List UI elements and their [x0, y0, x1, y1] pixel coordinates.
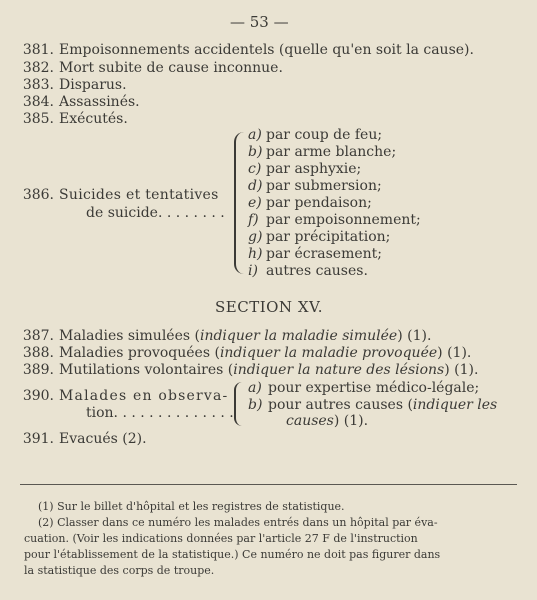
sub-text: par asphyxie; — [266, 161, 362, 177]
item-number: 383. — [22, 77, 54, 93]
sub-text: par précipitation; — [266, 229, 391, 245]
item-text-italic: indiquer la maladie provoquée — [219, 345, 438, 361]
sub-text: autres causes. — [266, 263, 368, 279]
sub-letter: a) — [248, 127, 262, 143]
sub-text-cont — [286, 413, 368, 430]
item-number: 386. — [22, 187, 54, 203]
curly-brace — [234, 132, 244, 274]
item-text — [59, 362, 478, 379]
sub-text: par submersion; — [266, 178, 382, 194]
item-number: 387. — [22, 328, 54, 344]
item-text-plain: Maladies provoquées ( — [59, 345, 220, 361]
sub-letter: f) — [248, 212, 259, 228]
item-text: Disparus. — [59, 77, 127, 93]
sub-text: pour expertise médico-légale; — [268, 380, 480, 396]
sub-letter: g) — [248, 229, 263, 245]
item-text — [59, 328, 431, 345]
footnote-1: (1) Sur le billet d'hôpital et les registres de statistique. — [38, 500, 345, 513]
item-text: Evacués (2). — [59, 431, 147, 447]
item-text-tail: ) (1). — [444, 362, 479, 378]
sub-letter: a) — [248, 380, 262, 396]
page-number: — 53 — — [230, 13, 289, 31]
sub-text: par coup de feu; — [266, 127, 383, 143]
sub-letter: i) — [248, 263, 258, 279]
sub-text: par pendaison; — [266, 195, 372, 211]
item-text: Assassinés. — [59, 94, 140, 110]
sub-letter: c) — [248, 161, 262, 177]
sub-text: par empoisonnement; — [266, 212, 421, 228]
sub-text-tail: ) (1). — [333, 413, 369, 429]
sub-letter: b) — [248, 144, 263, 160]
item-text-tail: ) (1). — [437, 345, 472, 361]
item-text-plain: Mutilations volontaires ( — [59, 362, 234, 378]
item-label: Malades en observa- — [59, 388, 229, 404]
sub-text: par écrasement; — [266, 246, 383, 262]
item-number: 385. — [22, 111, 54, 127]
sub-letter: d) — [248, 178, 263, 194]
item-text-plain: Maladies simulées ( — [59, 328, 200, 344]
item-number: 389. — [22, 362, 54, 378]
item-text — [59, 345, 471, 362]
footnote-2-cont: la statistique des corps de troupe. — [24, 564, 215, 577]
item-text-italic: indiquer la nature des lésions — [233, 362, 445, 378]
item-label: Suicides et tentatives — [59, 187, 219, 203]
item-text-italic: indiquer la maladie simulée — [199, 328, 398, 344]
item-number: 382. — [22, 60, 54, 76]
item-label-cont: tion. . . . . . . . . . . . . . — [86, 405, 234, 421]
item-text: Empoisonnements accidentels (quelle qu'en soit la cause). — [59, 42, 474, 58]
sub-letter: b) — [248, 397, 263, 413]
sub-text: par arme blanche; — [266, 144, 397, 160]
item-text-tail: ) (1). — [397, 328, 432, 344]
footnote-2: (2) Classer dans ce numéro les malades entrés dans un hôpital par éva- — [38, 516, 438, 529]
footnote-divider — [20, 484, 517, 485]
sub-letter: h) — [248, 246, 263, 262]
item-text: Exécutés. — [59, 111, 128, 127]
item-number: 390. — [22, 388, 54, 404]
item-number: 391. — [22, 431, 54, 447]
item-number: 388. — [22, 345, 54, 361]
item-number: 381. — [22, 42, 54, 58]
footnote-2-cont: pour l'établissement de la statistique.) Ce numéro ne doit pas figurer dans — [24, 548, 441, 561]
sub-text-italic: causes — [286, 413, 334, 429]
sub-text-plain: pour autres causes ( — [268, 397, 413, 413]
sub-letter: e) — [248, 195, 262, 211]
item-label-cont: de suicide. . . . . . . . — [86, 205, 225, 221]
item-text: Mort subite de cause inconnue. — [59, 60, 283, 76]
sub-text — [268, 397, 497, 414]
footnote-2-cont: cuation. (Voir les indications données par l'article 27 F de l'instruction — [24, 532, 418, 545]
item-number: 384. — [22, 94, 54, 110]
section-title: SECTION XV. — [215, 298, 323, 316]
curly-brace — [234, 382, 242, 426]
sub-text-italic: indiquer les — [412, 397, 498, 413]
